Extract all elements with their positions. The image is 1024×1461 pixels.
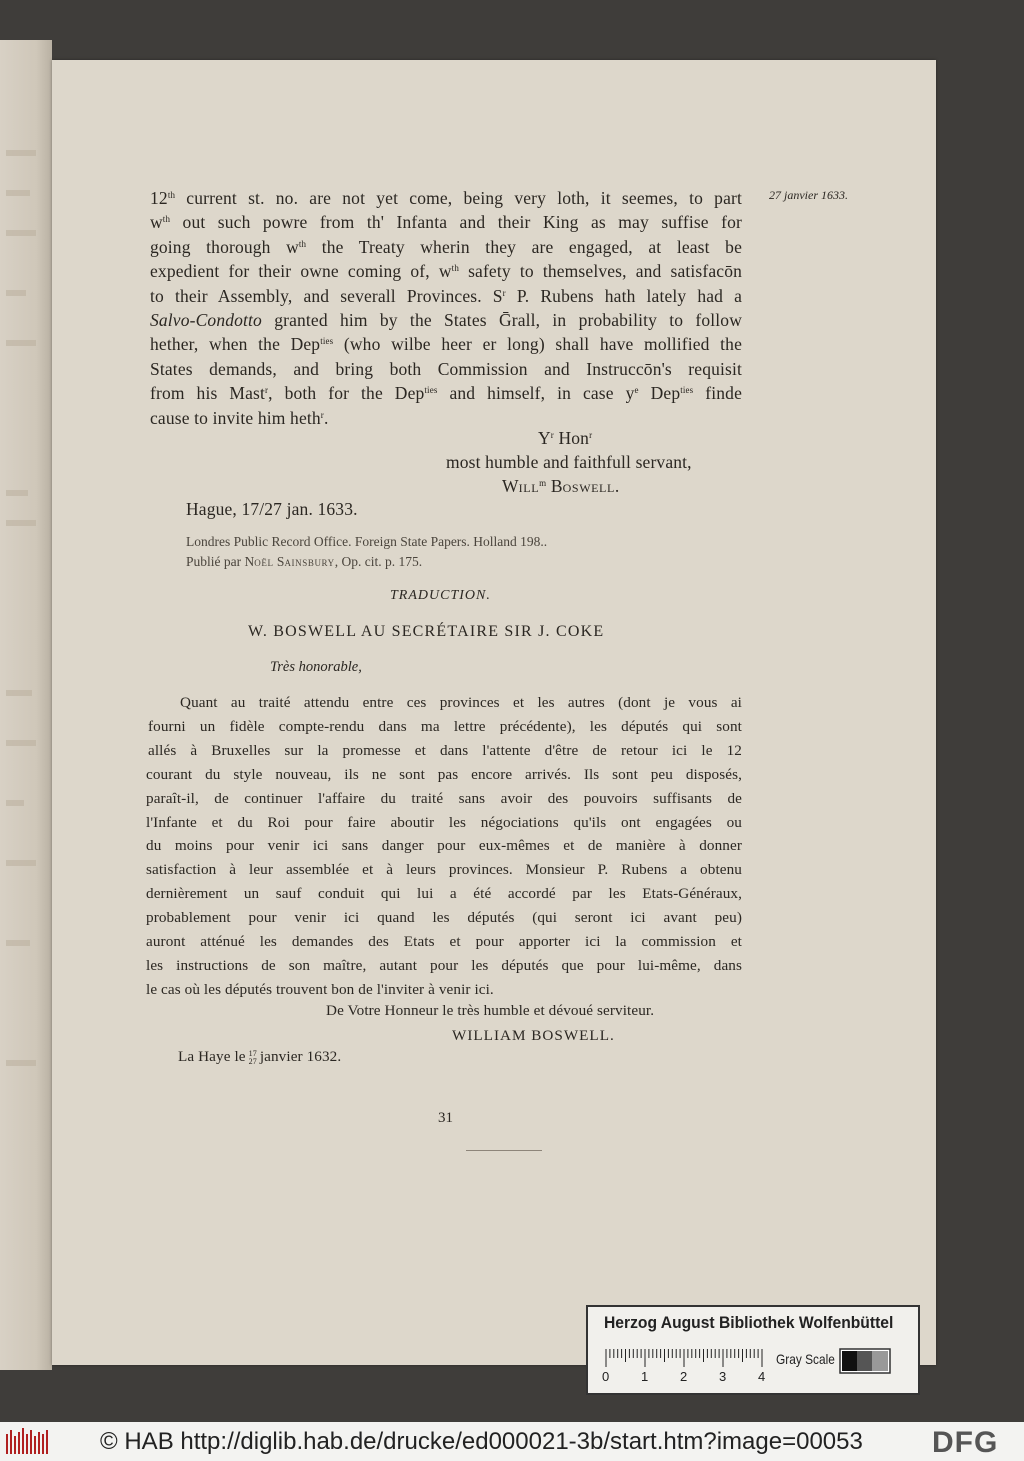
french-date-suffix: janvier 1632. (259, 1048, 342, 1065)
english-closing-1: $Y^r$ Hon$^r$ (538, 428, 593, 448)
separator-rule (466, 1150, 542, 1151)
ruler-label: 1 (641, 1369, 649, 1384)
source-line-2: Publié par Noël Sainsbury, Op. cit. p. 175. (186, 554, 423, 569)
french-line: l'Infante et du Roi pour faire aboutir les négociations qu'ils ont engagées ou (146, 813, 742, 831)
english-last-line: cause to invite him heth$^r$. (150, 408, 329, 428)
card-title: Herzog August Bibliothek Wolfenbüttel (604, 1313, 894, 1332)
french-line: paraît-il, de continuer l'affaire du traité sans avoir des pouvoirs suffisants de (146, 789, 742, 807)
letter-title: W. BOSWELL AU SECRÉTAIRE SIR J. COKE (248, 623, 605, 640)
french-line: allés à Bruxelles sur la promesse et dans l'attente d'être de retour ici le 12 (148, 741, 742, 759)
french-line: satisfaction à leur assemblée et à leurs provinces. Monsieur P. Rubens a obtenu (146, 861, 742, 879)
english-line: going thorough $w^{th}$ the Treaty wherin they are engaged, at least be (150, 236, 742, 257)
french-line: le cas où les députés trouvent bon de l'inviter à venir ici. (146, 980, 494, 998)
footer-bar (0, 1422, 1024, 1461)
translation-heading: TRADUCTION. (390, 588, 491, 603)
dfg-logo: DFG (932, 1426, 999, 1459)
previous-page-edge (0, 40, 52, 1370)
color-calibration-card (586, 1305, 920, 1395)
french-closing: De Votre Honneur le très humble et dévoué serviteur. (326, 1002, 655, 1019)
english-line: to their Assembly, and severall Provinces. $S^r$ P. Rubens hath lately had a (150, 285, 742, 306)
english-line: 12th current st. no. are not yet come, being very loth, it seemes, to part (150, 188, 742, 208)
page-number: 31 (438, 1110, 453, 1126)
ruler-label: 2 (680, 1369, 688, 1384)
ruler-label: 4 (758, 1369, 766, 1384)
english-line: from his Mast$^r$, both for the Dep$^{ties}$ and himself, in case $y^e$ Dep$^{ties}$ finde (150, 383, 742, 404)
margin-note: 27 janvier 1633. (769, 188, 848, 202)
salutation: Très honorable, (270, 659, 362, 675)
english-signature: Will$^m$ Boswell. (502, 476, 620, 496)
english-closing-2: most humble and faithfull servant, (446, 452, 692, 472)
date-fraction-denominator: 27 (248, 1056, 257, 1066)
english-line: $w^{th}$ out such powre from th' Infanta and their King as may suffise for (150, 212, 742, 233)
french-line: courant du style nouveau, ils ne sont pas encore arrivés. Ils sont peu disposés, (146, 765, 742, 783)
french-line: du moins pour venir ici sans danger pour eux-mêmes et de manière à donner (146, 837, 742, 855)
gray-scale-label: Gray Scale (776, 1351, 835, 1367)
french-signature: WILLIAM BOSWELL. (452, 1027, 615, 1044)
footer-url[interactable]: © HAB http://diglib.hab.de/drucke/ed000021-3b/start.htm?image=00053 (100, 1428, 863, 1455)
french-date (178, 1048, 341, 1066)
date-fraction (249, 1050, 257, 1066)
hab-logo-icon (6, 1428, 50, 1456)
source-line-1: Londres Public Record Office. Foreign State Papers. Holland 198.. (186, 534, 548, 549)
french-line: auront atténué les demandes des Etats et pour apporter ici la commission et (146, 933, 742, 950)
french-line: les instructions de son maître, autant pour les députés que pour lui-même, dans (146, 956, 742, 974)
english-line: expedient for their owne coming of, $w^{th}$ safety to themselves, and satisfacōn (150, 261, 742, 282)
french-line: fourni un fidèle compte-rendu dans ma lettre précédente), les députés qui sont (148, 717, 742, 735)
english-line: hether, when the Dep$^{ties}$ (who wilbe heer er long) shall have mollified the (150, 334, 742, 355)
french-line: dernièrement un sauf conduit qui lui a été accordé par les Etats-Généraux, (146, 885, 742, 903)
english-line: Salvo-Condotto granted him by the States Ḡrall, in probability to follow (150, 310, 742, 330)
scanned-page (52, 60, 936, 1365)
ruler-label: 0 (602, 1369, 610, 1384)
french-line: probablement pour venir ici quand les députés (qui seront ici avant peu) (146, 909, 742, 927)
english-date: Hague, 17/27 jan. 1633. (186, 499, 358, 519)
french-date-prefix: La Haye le (178, 1048, 246, 1065)
ruler-label: 3 (719, 1369, 727, 1384)
french-line: Quant au traité attendu entre ces provinces et les autres (dont je vous ai (180, 694, 742, 711)
date-fraction-numerator: 17 (248, 1048, 257, 1058)
english-line: States demands, and bring both Commission and Instruccōn's requisit (150, 358, 742, 379)
